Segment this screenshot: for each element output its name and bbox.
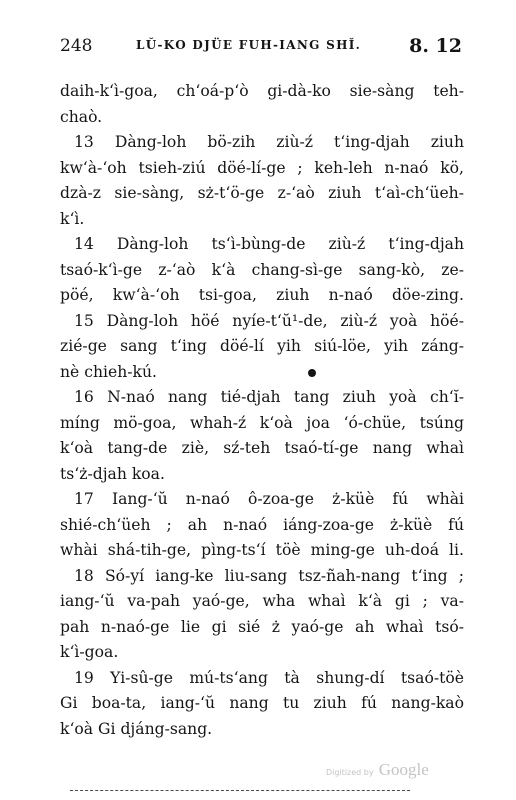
google-logo: Google	[378, 760, 429, 779]
text-line: Gi boa-ta, iang-‘ŭ nang tu ziuh fú nang-kaò	[60, 694, 464, 712]
page-number: 248	[60, 36, 93, 56]
text-line: whài shá-tih-ge, pìng-ts‘í töè ming-ge uh-doá li.	[60, 541, 464, 559]
text-line: nè chieh-kú.	[60, 362, 157, 381]
verse-14-start: 14 Dàng-loh ts‘ì-bùng-de ziù-ź t‘ing-djah	[74, 235, 464, 253]
verse-18-start: 18 Só-yí iang-ke liu-sang tsz-ñah-nang t‘ing ;	[74, 566, 464, 585]
text-line: k‘oà tang-de ziè, sź-teh tsaó-tí-ge nang whaì	[60, 439, 464, 457]
running-title: LŬ-KO DJÜE FUH-IANG SHĬ.	[136, 38, 362, 52]
text-line: pah n-naó-ge lie gi sié ż yaó-ge ah whaì tsó-	[60, 617, 464, 636]
verse-16-start: 16 N-naó nang tié-djah tang ziuh yoà ch‘ĭ-	[74, 388, 464, 406]
watermark-prefix: Digitized by	[326, 768, 374, 777]
bottom-rule	[70, 790, 410, 791]
text-line: kw‘à-‘oh tsieh-ziú döé-lí-ge ; keh-leh n-naó kö,	[60, 158, 464, 177]
text-body	[60, 79, 464, 742]
verse-19-start: 19 Yi-sû-ge mú-ts‘ang tà shung-dí tsaó-töè	[74, 668, 464, 687]
text-line: míng mö-goa, whah-ź k‘oà joa ‘ó-chüe, tsúng	[60, 413, 464, 432]
verse-15-start: 15 Dàng-loh höé nyíe-t‘ŭ¹-de, ziù-ź yoà höé-	[74, 311, 464, 330]
page-header	[60, 36, 462, 60]
text-line: shié-ch‘üeh ; ah n-naó iáng-zoa-ge ż-küè fú	[60, 515, 464, 534]
verse-13-start: 13 Dàng-loh bö-zih ziù-ź t‘ing-djah ziuh	[74, 133, 464, 151]
text-line: tsaó-k‘ì-ge z-‘aò k‘à chang-sì-ge sang-kò, ze-	[60, 260, 464, 279]
text-line: chaò.	[60, 107, 103, 126]
text-line: zié-ge sang t‘ing döé-lí yih siú-löe, yih záng-	[60, 337, 464, 355]
text-line: daih-k‘ì-goa, ch‘oá-p‘ò gi-dà-ko sie-sàng teh-	[60, 82, 464, 100]
text-line: k‘oà Gi djáng-sang.	[60, 719, 213, 738]
text-line: pöé, kw‘à-‘oh tsi-goa, ziuh n-naó döe-zing.	[60, 286, 464, 304]
text-line: k‘ì.	[60, 209, 85, 228]
text-line: ts‘ż-djah koa.	[60, 464, 165, 483]
text-line: dzà-z sie-sàng, sż-t‘ö-ge z-‘aò ziuh t‘aì-ch‘üeh-	[60, 184, 464, 202]
text-line: iang-‘ŭ va-pah yaó-ge, wha whaì k‘à gi ; va-	[60, 592, 464, 610]
ink-dot-mark	[308, 369, 316, 377]
verse-17-start: 17 Iang-‘ŭ n-naó ô-zoa-ge ż-küè fú whài	[74, 490, 464, 508]
digitized-watermark	[326, 760, 429, 780]
text-line: k‘ì-goa.	[60, 643, 119, 661]
chapter-verse-ref: 8. 12	[409, 35, 462, 57]
